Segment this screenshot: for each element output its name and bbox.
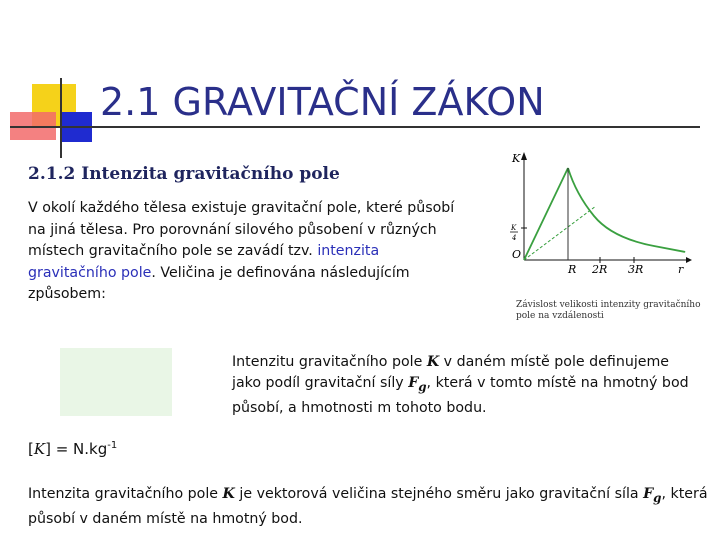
graph-frac-denominator: 4 — [512, 234, 517, 242]
unit-exponent: -1 — [107, 440, 118, 451]
intro-text-start: V okolí každého tělesa existuje gravitační pole, které působí na jiná tělesa. Pro porovnání silového působení v různých místech gravitačního pole se zavádí tzv. — [28, 200, 455, 259]
unit-equals: = N.kg — [50, 440, 108, 458]
graph-tick-2R: 2R — [592, 263, 608, 276]
graph-x-arrow — [686, 257, 692, 263]
intro-highlight: intenzita gravitačního pole — [28, 243, 380, 281]
graph-dashed-line — [524, 206, 596, 260]
graph-decay-curve — [568, 168, 684, 252]
def-symbol-K: K — [426, 354, 440, 370]
vec-text-1: Intenzita gravitačního pole — [28, 486, 223, 502]
vec-text-2: je vektorová veličina stejného směru jako gravitační síla — [234, 486, 644, 502]
unit-symbol-K: K — [33, 440, 46, 458]
graph-linear-segment — [524, 168, 568, 260]
unit-open-bracket: [ — [28, 440, 34, 458]
graph-frac-numerator: K — [511, 224, 517, 232]
def-text-3: , která v tomto místě na hmotný bod působí, a hmotnosti m tohoto bodu. — [232, 375, 689, 416]
unit-line — [28, 440, 117, 458]
vec-text-3: , která působí v daném místě na hmotný bod. — [28, 486, 708, 527]
slide-title: 2.1 GRAVITAČNÍ ZÁKON — [100, 80, 545, 124]
graph-tick-R: R — [568, 263, 577, 276]
graph-tick-3R: 3R — [628, 263, 644, 276]
graph-caption: Závislost velikosti intenzity gravitačního pole na vzdálenosti — [516, 300, 701, 321]
def-text-1: Intenzitu gravitačního pole — [232, 354, 427, 370]
unit-close-bracket: ] — [45, 440, 51, 458]
formula-placeholder — [60, 348, 172, 416]
def-symbol-F-sub: g — [418, 379, 427, 394]
vec-symbol-F-sub: g — [653, 490, 662, 505]
graph-origin-label: O — [512, 248, 522, 261]
decor-horizontal-line — [10, 126, 700, 128]
graph-tick-r: r — [678, 263, 684, 276]
vector-paragraph — [28, 484, 708, 530]
definition-paragraph — [232, 352, 702, 419]
intro-paragraph — [28, 198, 468, 306]
graph-y-arrow — [521, 152, 527, 160]
def-text-2: v daném místě pole definujeme jako podíl gravitační síly — [232, 354, 670, 391]
decor-vertical-line — [60, 78, 62, 158]
vec-symbol-K: K — [222, 486, 235, 502]
def-symbol-F: F — [408, 375, 419, 391]
slide-subtitle: 2.1.2 Intenzita gravitačního pole — [28, 164, 340, 184]
intro-text-end: . Veličina je definována následujícím způsobem: — [28, 264, 410, 302]
graph-y-label: K — [512, 152, 521, 165]
vec-symbol-F: F — [643, 486, 654, 502]
intensity-graph — [504, 146, 694, 296]
